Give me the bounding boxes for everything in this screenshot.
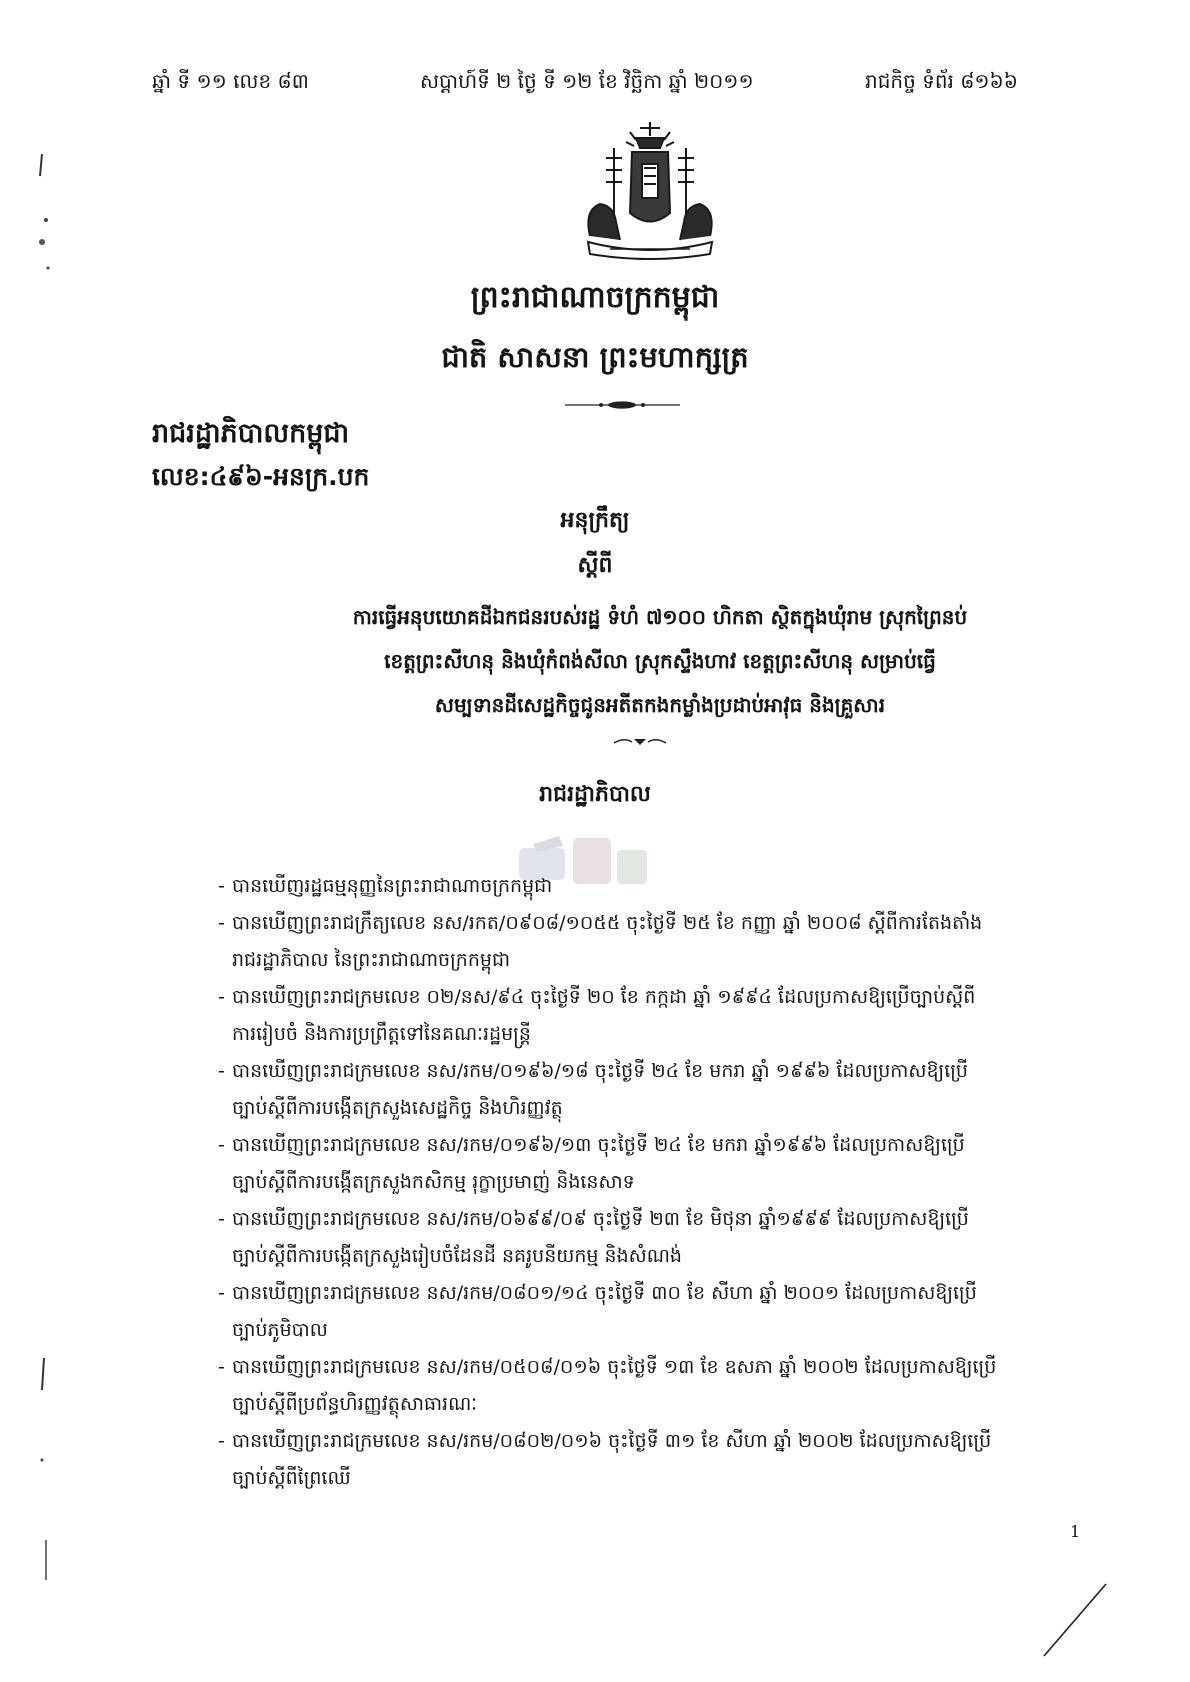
reference-continuation: ច្បាប់ស្តីពីការបង្កើតក្រសួងរៀបចំដែនដី នគរូបនីយកម្ម និងសំណង់ — [232, 1245, 682, 1267]
reference-continuation: ការរៀបចំ និងការប្រព្រឹត្តទៅនៃគណៈរដ្ឋមន្ត្រី — [232, 1023, 531, 1045]
subject-line: ការធ្វើអនុបយោគដីឯកជនរបស់រដ្ឋ ទំហំ ៧១០០ ហិកតា ស្ថិតក្នុងឃុំរាម ស្រុកព្រៃនប់ — [352, 605, 968, 629]
reference-line: - បានឃើញព្រះរាជក្រឹត្យលេខ នស/រកត/០៩០៨/១០៥៥ ចុះថ្ងៃទី ២៥ ខែ កញ្ញា ឆ្នាំ ២០០៨ ស្តីពីការតែងតាំង — [232, 912, 983, 934]
reference-continuation: ច្បាប់ស្តីពីការបង្កើតក្រសួងកសិកម្ម រុក្ខាប្រមាញ់ និងនេសាទ — [232, 1171, 635, 1193]
reference-item — [218, 1201, 1080, 1275]
scan-speck-mark — [30, 150, 60, 290]
reference-line: - បានឃើញព្រះរាជក្រមលេខ នស/រកម/០៦៩៩/០៩ ចុះថ្ងៃទី ២៣ ខែ មិថុនា ឆ្នាំ១៩៩៩ ដែលប្រកាសឱ្យប្រើ — [232, 1208, 969, 1230]
reference-item — [218, 979, 1080, 1053]
scan-speck-mark — [30, 1350, 60, 1590]
reference-item — [218, 905, 1080, 979]
issuing-authority: រាជរដ្ឋាភិបាលកម្ពុជា — [152, 418, 350, 449]
reference-item — [218, 1423, 1080, 1497]
reference-item — [218, 1127, 1080, 1201]
title-ornament-icon — [610, 735, 670, 747]
reference-item — [218, 1275, 1080, 1349]
gazette-page-reference: រាជកិច្ច ទំព័រ ៨១៦៦ — [865, 69, 1018, 93]
subject-line: សម្បទានដីសេដ្ឋកិច្ចជូនអតីតកងកម្លាំងប្រដាប់អាវុធ និងគ្រួសារ — [434, 693, 886, 717]
body-heading: រាជរដ្ឋាភិបាល — [539, 782, 651, 807]
reference-line: - បានឃើញរដ្ឋធម្មនុញ្ញនៃព្រះរាជាណាចក្រកម្ពុជា — [232, 875, 553, 897]
reference-line: - បានឃើញព្រះរាជក្រមលេខ នស/រកម/០១៩៦/១៨ ចុះថ្ងៃទី ២៤ ខែ មករា ឆ្នាំ ១៩៩៦ ដែលប្រកាសឱ្យប្រើ — [232, 1060, 968, 1082]
reference-item — [218, 1349, 1080, 1423]
gazette-issue-number: ឆ្នាំ ទី ១១ លេខ ៨៣ — [152, 69, 309, 93]
document-type: អនុក្រឹត្យ — [560, 508, 630, 533]
legal-references-list — [218, 868, 1080, 1497]
national-motto: ជាតិ សាសនា ព្រះមហាក្សត្រ — [441, 340, 749, 374]
reference-continuation: រាជរដ្ឋាភិបាល នៃព្រះរាជាណាចក្រកម្ពុជា — [232, 949, 511, 971]
coat-of-arms-icon — [570, 118, 730, 263]
reference-line: - បានឃើញព្រះរាជក្រមលេខ នស/រកម/០៨០១/១៤ ចុះថ្ងៃទី ៣០ ខែ សីហា ឆ្នាំ ២០០១ ដែលប្រកាសឱ្យប្រើ — [232, 1282, 977, 1304]
document-subject — [245, 595, 1075, 727]
reference-continuation: ច្បាប់ស្តីពីព្រៃឈើ — [232, 1467, 351, 1489]
subject-line: ខេត្តព្រះសីហនុ និងឃុំកំពង់សីលា ស្រុកស្ទឹងហាវ ខេត្តព្រះសីហនុ សម្រាប់ធ្វើ — [384, 649, 936, 673]
reference-continuation: ច្បាប់ភូមិបាល — [232, 1319, 328, 1341]
gazette-date: សប្តាហ៍ទី ២ ថ្ងៃ ទី ១២ ខែ វិច្ឆិកា ឆ្នាំ ២០១១ — [420, 69, 754, 93]
reference-line: - បានឃើញព្រះរាជក្រមលេខ នស/រកម/០៥០៨/០១៦ ចុះថ្ងៃទី ១៣ ខែ ឧសភា ឆ្នាំ ២០០២ ដែលប្រកាសឱ្យប្រើ — [232, 1356, 997, 1378]
page-number: 1 — [1070, 1522, 1081, 1541]
about-label: ស្តីពី — [577, 553, 613, 578]
document-number: លេខ:៤៩៦-អនក្រ.បក — [152, 462, 370, 491]
scan-stroke-mark — [1040, 1580, 1110, 1660]
reference-item — [218, 1053, 1080, 1127]
reference-continuation: ច្បាប់ស្តីពីការបង្កើតក្រសួងសេដ្ឋកិច្ច និងហិរញ្ញវត្ថុ — [232, 1097, 563, 1119]
reference-line: - បានឃើញព្រះរាជក្រមលេខ នស/រកម/០១៩៦/១៣ ចុះថ្ងៃទី ២៤ ខែ មករា ឆ្នាំ១៩៩៦ ដែលប្រកាសឱ្យប្រើ — [232, 1134, 965, 1156]
reference-continuation: ច្បាប់ស្តីពីប្រព័ន្ធហិរញ្ញវត្ថុសាធារណៈ — [232, 1393, 478, 1415]
kingdom-title: ព្រះរាជាណាចក្រកម្ពុជា — [470, 280, 720, 315]
reference-line: - បានឃើញព្រះរាជក្រមលេខ នស/រកម/០៨០២/០១៦ ចុះថ្ងៃទី ៣១ ខែ សីហា ឆ្នាំ ២០០២ ដែលប្រកាសឱ្យប្រើ — [232, 1430, 992, 1452]
divider-ornament-icon — [565, 400, 680, 410]
reference-item — [218, 868, 1080, 905]
reference-line: - បានឃើញព្រះរាជក្រមលេខ ០២/នស/៩៤ ចុះថ្ងៃទី ២០ ខែ កក្កដា ឆ្នាំ ១៩៩៤ ដែលប្រកាសឱ្យប្រើច្បាប់ស្តីពី — [232, 986, 976, 1008]
